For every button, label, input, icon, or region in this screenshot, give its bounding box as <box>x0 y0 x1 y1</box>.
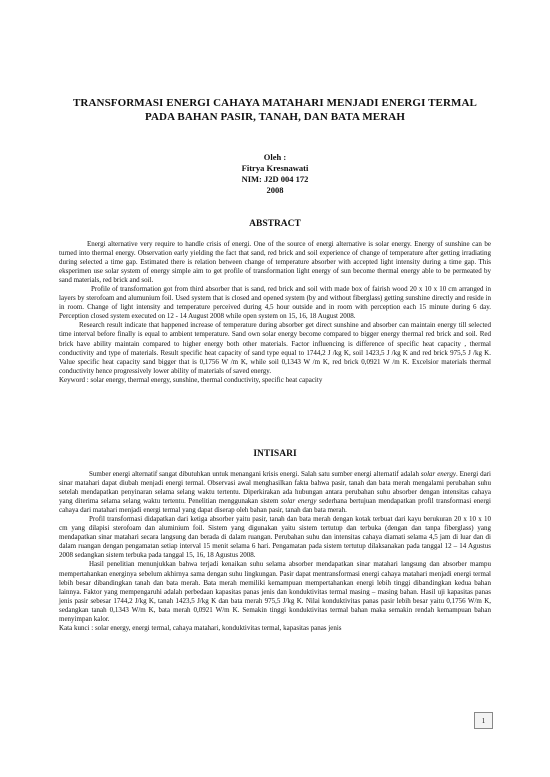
intisari-p1-mid: . Energi dari sinar matahari dapat diubah menjadi energi termal. Observasi awal menghasilkan fakta bahwa pasir, tanah dan bata merah mengalami perubahan suhu setelah mendapatkan penyinaran selama selang waktu tertentu. Diperkirakan ada hubungan antara perubahan suhu absorber dengan intensitas cahaya yang diterima selama selang waktu tertentu. Penelitian menggunakan sistem <box>59 470 491 506</box>
author-nim: NIM: J2D 004 172 <box>241 174 309 184</box>
intisari-p1-em-2: solar energy <box>280 497 317 506</box>
page-number: 1 <box>474 712 493 729</box>
intisari-body <box>59 470 491 633</box>
intisari-paragraph-1 <box>59 470 491 515</box>
abstract-paragraph-1: Energi alternative very require to handle crisis of energi. One of the source of energi alternative is solar energy. Energy of sunshine can be turned into thermal energy. Observation early yielding the fact that sand, red brick and soil experience of change of temperature after getting irradiating during selected a time gap. Estimated there is relation between change of temperature absorber with accepted light intensity during a time gap. This eksperimen use solar system of energy simple aim to get profile of transformation light energy of sun become thermal energy able to be permeated by sand materials, red brick and soil. <box>59 240 491 285</box>
abstract-paragraph-3: Research result indicate that happened increase of temperature during absorber get direct sunshine and absorber can maintain energy till selected time interval before finally is equal to ambient temperature. Sand own solar energy become compared to bigger energy thermal red brick and soil. Red brick have ability maintain compared to higher energy both other materials. Factor influencing is difference of specific heat capacity , thermal conductivity and type of materials. Result specific heat capacity of sand type equal to 1744,2 J /kg K, soil 1423,5 J /kg K and red brick 975,5 J /kg K. Value specific heat capacity sand bigger that is 0,1756 W /m K, while soil 0,1343 W /m K, red brick 0,0921 W /m K. Excelsior materials thermal conductivity hence progressively lower ability of materials of saved energy. <box>59 321 491 375</box>
paper-title <box>40 96 510 124</box>
paper-title-line-2: PADA BAHAN PASIR, TANAH, DAN BATA MERAH <box>145 111 405 123</box>
abstract-paragraph-2: Profile of transformation got from third absorber that is sand, red brick and soil with made box of fairish wood 20 x 10 x 10 cm arranged in layers by sterofoam and alumunium foil. Used system that is closed and opened system (by and without fiberglass) getting sunshine directly and reside in in room. Change of light intensity and temperature perceived during 4,5 hour outside and in room with perception each 15 minute during 6 day. Perception closed system executed on 12 - 14 August 2008 while open system on 15, 16, 18 August 2008. <box>59 285 491 321</box>
author-name: Fitrya Kresnawati <box>241 163 309 173</box>
intisari-paragraph-2: Profil transformasi didapatkan dari ketiga absorber yaitu pasir, tanah dan bata merah dengan kotak terbuat dari kayu berukuran 20 x 10 x 10 cm yang dilapisi sterofoam dan aluminium foil. Sistem yang digunakan yaitu sistem tertutup dan terbuka (dengan dan tanpa fiberglass) yang mendapatkan sinar matahari secara langsung dan berada di dalam ruangan. Perubahan suhu dan intensitas cahaya diamati selama 4,5 jam di luar dan di dalam ruangan dengan pengamatan setiap interval 15 menit selama 6 hari. Pengamatan pada sistem tertutup dilaksanakan pada tanggal 12 – 14 Agustus 2008 sedangkan sistem terbuka pada tanggal 15, 16, 18 Agustus 2008. <box>59 515 491 560</box>
intisari-paragraph-3: Hasil penelitian menunjukkan bahwa terjadi kenaikan suhu selama absorber mendapatkan sinar matahari langsung dan absorber mampu mempertahankan energinya sebelum akhirnya sama dengan suhu lingkungan. Pasir dapat mentransformasi energi cahaya matahari menjadi energi termal lebih besar dibandingkan tanah dan bata merah. Bata merah memiliki kemampuan mempertahankan energi lebih tinggi dibandingkan kedua bahan lainnya. Faktor yang mempengaruhi adalah perbedaan kapasitas panas jenis dan konduktivitas termal masing – masing bahan. Hasil uji kapasitas panas jenis pasir sebesar 1744,2 J/kg K, tanah 1423,5 J/kg K dan bata merah 975,5 J/kg K. Nilai konduktivitas panas pasir lebih besar yaitu 0,1756 W/m K, sedangkan tanah 0,1343 W/m K, bata merah 0,0921 W/m K. Semakin tinggi konduktivitas termal bahan maka semakin rendah kemampuan bahan menyimpan kalor. <box>59 560 491 623</box>
intisari-p1-lead: Sumber energi alternatif sangat dibutuhkan untuk menangani krisis energi. Salah satu sumber energi alternatif adalah <box>89 470 421 478</box>
author-by-label: Oleh : <box>263 152 287 162</box>
abstract-heading: ABSTRACT <box>249 219 301 229</box>
paper-title-line-1: TRANSFORMASI ENERGI CAHAYA MATAHARI MENJADI ENERGI TERMAL <box>73 97 477 109</box>
intisari-keywords: Kata kunci : solar energy, energi termal, cahaya matahari, konduktivitas termal, kapasitas panas jenis <box>59 623 342 632</box>
intisari-heading: INTISARI <box>253 449 297 459</box>
intisari-p1-tail: sederhana bertujuan mendapatkan profil transformasi energi cahaya dari matahari menjadi energi termal yang dapat diserap oleh bahan pasir, tanah dan bata merah. <box>59 497 491 515</box>
author-block <box>150 152 400 196</box>
abstract-body <box>59 240 491 385</box>
author-year: 2008 <box>266 185 284 195</box>
abstract-keywords: Keyword : solar energy, thermal energy, sunshine, thermal conductivity, specific heat capacity <box>59 375 323 384</box>
intisari-p1-em-1: solar energy <box>420 470 456 478</box>
